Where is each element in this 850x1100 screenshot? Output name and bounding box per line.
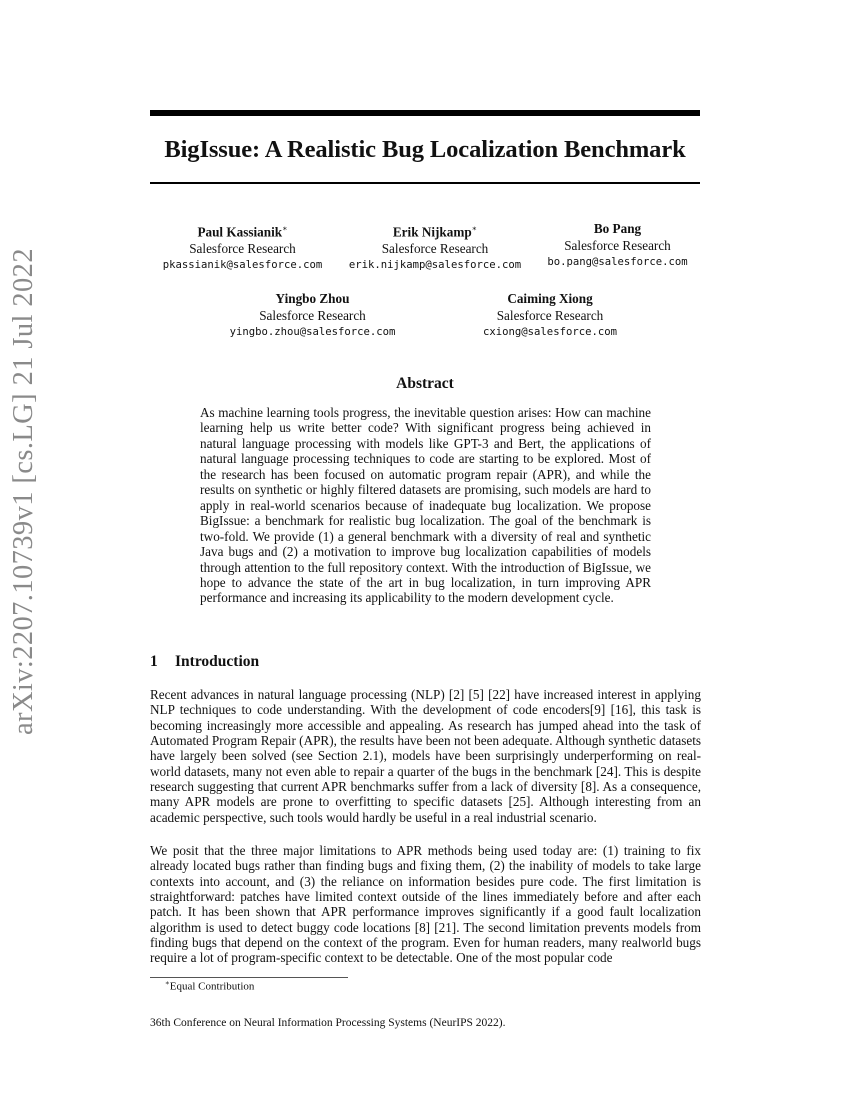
author-block: [340, 221, 530, 274]
abstract-heading: Abstract: [396, 375, 454, 392]
author-name: Caiming Xiong: [507, 291, 593, 306]
title-rule-top: [150, 110, 700, 116]
section-number: 1: [150, 653, 158, 670]
author-block: [220, 291, 405, 341]
author-block: [155, 221, 330, 274]
author-email: pkassianik@salesforce.com: [162, 259, 323, 272]
section-heading: [150, 653, 259, 671]
author-name: Erik Nijkamp∗: [392, 224, 478, 240]
author-block: [470, 291, 630, 341]
body-paragraph: Recent advances in natural language processing (NLP) [2] [5] [22] have increased interest in applying NLP techniques to code understanding. With the development of code encoders[9] [16], this task is becoming increasingly more accessible and appealing. As research has jumped ahead into the task of Automated Program Repair (APR), the results have been not been adequate. Although synthetic datasets have largely been solved (see Section 2.1), models have been surprisingly underperforming on real-world datasets, many not even able to repair a quarter of the bugs in the benchmark [24]. This is despite research suggesting that current APR benchmarks suffer from a lack of diversity [8]. As a consequence, many APR models are prone to overfitting to specific datasets [25]. Although interesting from an academic perspective, such tools would hardly be useful in a real industrial scenario.: [150, 687, 701, 825]
author-block: [540, 221, 695, 271]
author-affiliation: Salesforce Research: [189, 240, 296, 256]
author-name: Paul Kassianik∗: [197, 224, 288, 240]
author-name: Bo Pang: [593, 221, 642, 236]
paper-title: BigIssue: A Realistic Bug Localization Benchmark: [164, 136, 686, 163]
author-email: yingbo.zhou@salesforce.com: [229, 326, 396, 338]
author-name: Yingbo Zhou: [275, 291, 350, 306]
author-email: cxiong@salesforce.com: [483, 326, 617, 338]
title-rule-bottom: [150, 182, 700, 184]
section-title: Introduction: [175, 653, 260, 670]
abstract-text: As machine learning tools progress, the inevitable question arises: How can machine learning help us write better code? With significant progress being achieved in natural language processing with models like GPT-3 and Bert, the applications of natural language processing techniques to code are starting to be explored. Most of the research has been focused on automatic program repair (APR), and while the results on synthetic or highly filtered datasets are promising, such models are hard to apply in real-world scenarios because of inadequate bug localization. We propose BigIssue: a benchmark for realistic bug localization. The goal of the benchmark is two-fold. We provide (1) a general benchmark with a diversity of real and synthetic Java bugs and (2) a motivation to improve bug localization capabilities of models through attention to the full repository context. With the introduction of BigIssue, we hope to advance the state of the art in bug localization, in turn improving APR performance and increasing its applicability to the modern development cycle.: [200, 405, 651, 606]
author-email: erik.nijkamp@salesforce.com: [348, 259, 522, 272]
footnote-rule: [150, 977, 348, 978]
footnote: ∗Equal Contribution: [165, 979, 255, 993]
author-affiliation: Salesforce Research: [496, 307, 604, 323]
body-paragraph: We posit that the three major limitations to APR methods being used today are: (1) training to fix already located bugs rather than finding bugs and fixing them, (2) the inability of models to take large contexts into account, and (3) the reliance on information besides pure code. The first limitation is straightforward: patches have limited context outside of the lines immediately before and after each patch. It has been shown that APR performance improves significantly if a good fault localization algorithm is used to detect buggy code locations [8] [21]. The second limitation prevents models from finding bugs that depend on the context of the program. Even for human readers, many realworld bugs require a lot of program-specific context to be detectable. One of the most popular code: [150, 843, 701, 966]
author-email: bo.pang@salesforce.com: [547, 256, 688, 268]
arxiv-stamp: arXiv:2207.10739v1 [cs.LG] 21 Jul 2022: [8, 248, 39, 735]
author-affiliation: Salesforce Research: [259, 307, 366, 323]
venue-footer: 36th Conference on Neural Information Processing Systems (NeurIPS 2022).: [150, 1017, 506, 1029]
author-affiliation: Salesforce Research: [381, 240, 489, 256]
author-affiliation: Salesforce Research: [564, 237, 671, 253]
